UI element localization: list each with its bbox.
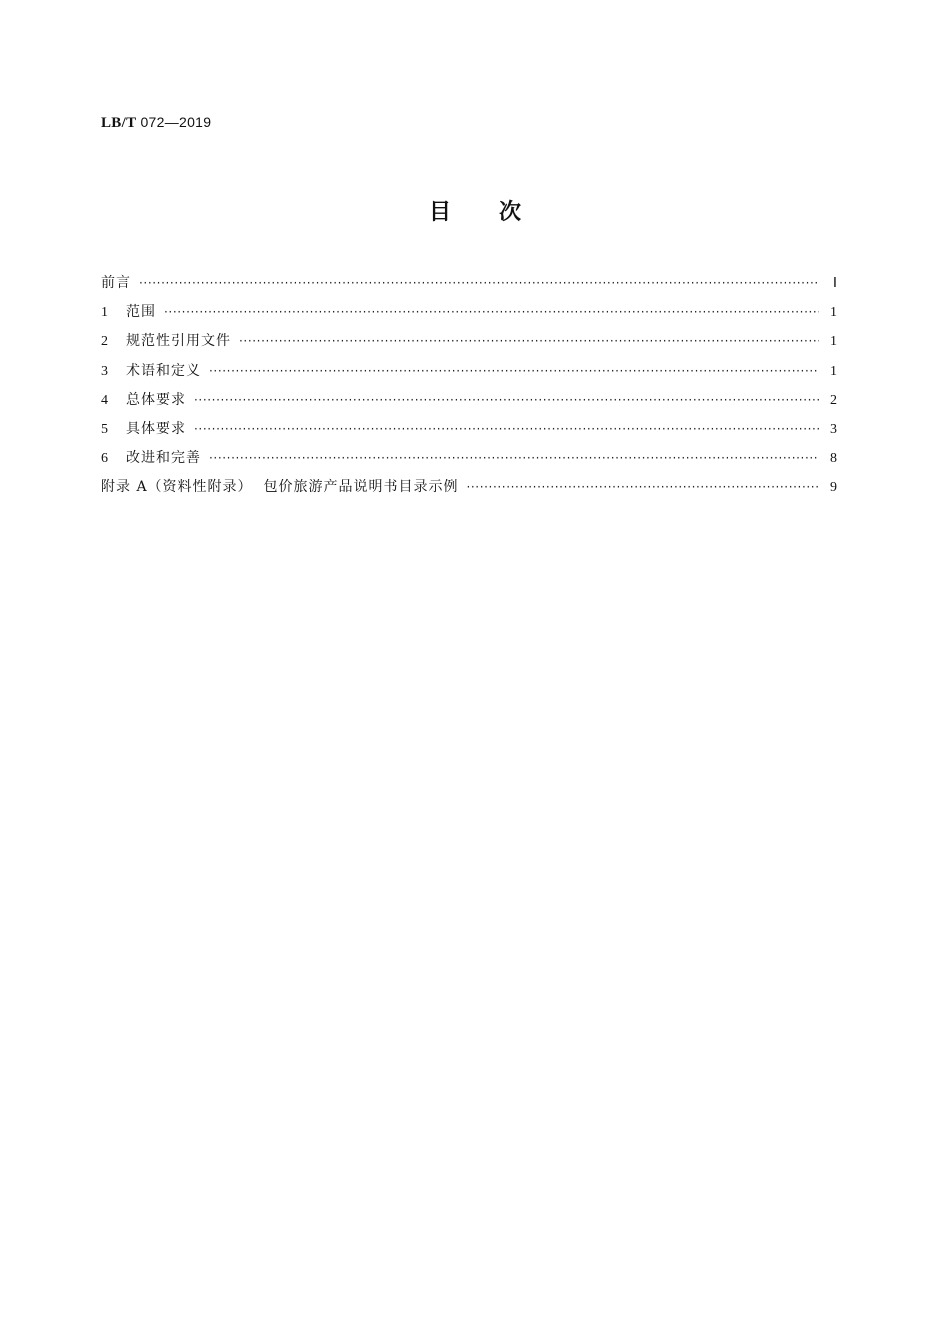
toc-leader [209,451,819,465]
toc-label: 术语和定义 [126,362,201,379]
title-char-2: 次 [499,200,522,225]
toc-number: 2 [101,334,108,350]
toc-label: 改进和完善 [126,450,201,467]
toc-page-number: 1 [830,334,837,350]
toc-page-number: 8 [830,451,837,467]
toc-entry-scope[interactable] [101,301,837,330]
toc-entry-specific-requirements[interactable] [101,418,837,447]
toc-number: 4 [101,392,108,408]
toc-label: 总体要求 [126,391,186,408]
toc-leader [139,276,819,290]
page-title [0,195,950,226]
table-of-contents [101,272,837,506]
toc-entry-terms-definitions[interactable] [101,360,837,389]
toc-page-number: 9 [830,480,837,496]
toc-label: 前言 [101,275,131,291]
standard-code [101,114,211,132]
toc-page-number: Ⅰ [832,276,837,291]
toc-number: 6 [101,451,108,467]
toc-entry-normative-references[interactable] [101,330,837,359]
title-char-1: 目 [428,200,451,225]
standard-prefix: LB/T [101,115,137,131]
toc-entry-general-requirements[interactable] [101,389,837,418]
toc-page-number: 3 [830,421,837,437]
standard-number: 072—2019 [140,114,212,130]
toc-label: 具体要求 [126,420,186,437]
toc-page-number: 1 [830,305,837,321]
toc-number: 1 [101,305,108,321]
toc-label: 规范性引用文件 [126,333,231,350]
toc-leader [164,305,819,319]
toc-entry-improvement[interactable] [101,447,837,476]
toc-entry-appendix-a[interactable] [101,476,837,505]
toc-leader [209,364,819,378]
toc-page-number: 1 [830,363,837,379]
toc-page-number: 2 [830,392,837,408]
toc-label: 范围 [126,304,156,321]
toc-number: 5 [101,421,108,437]
toc-leader [239,334,819,348]
toc-leader [466,480,819,494]
toc-label: 附录 A（资料性附录） 包价旅游产品说明书目录示例 [101,479,459,496]
toc-leader [194,393,819,407]
toc-number: 3 [101,363,108,379]
toc-leader [194,422,819,436]
toc-entry-foreword[interactable] [101,272,837,301]
